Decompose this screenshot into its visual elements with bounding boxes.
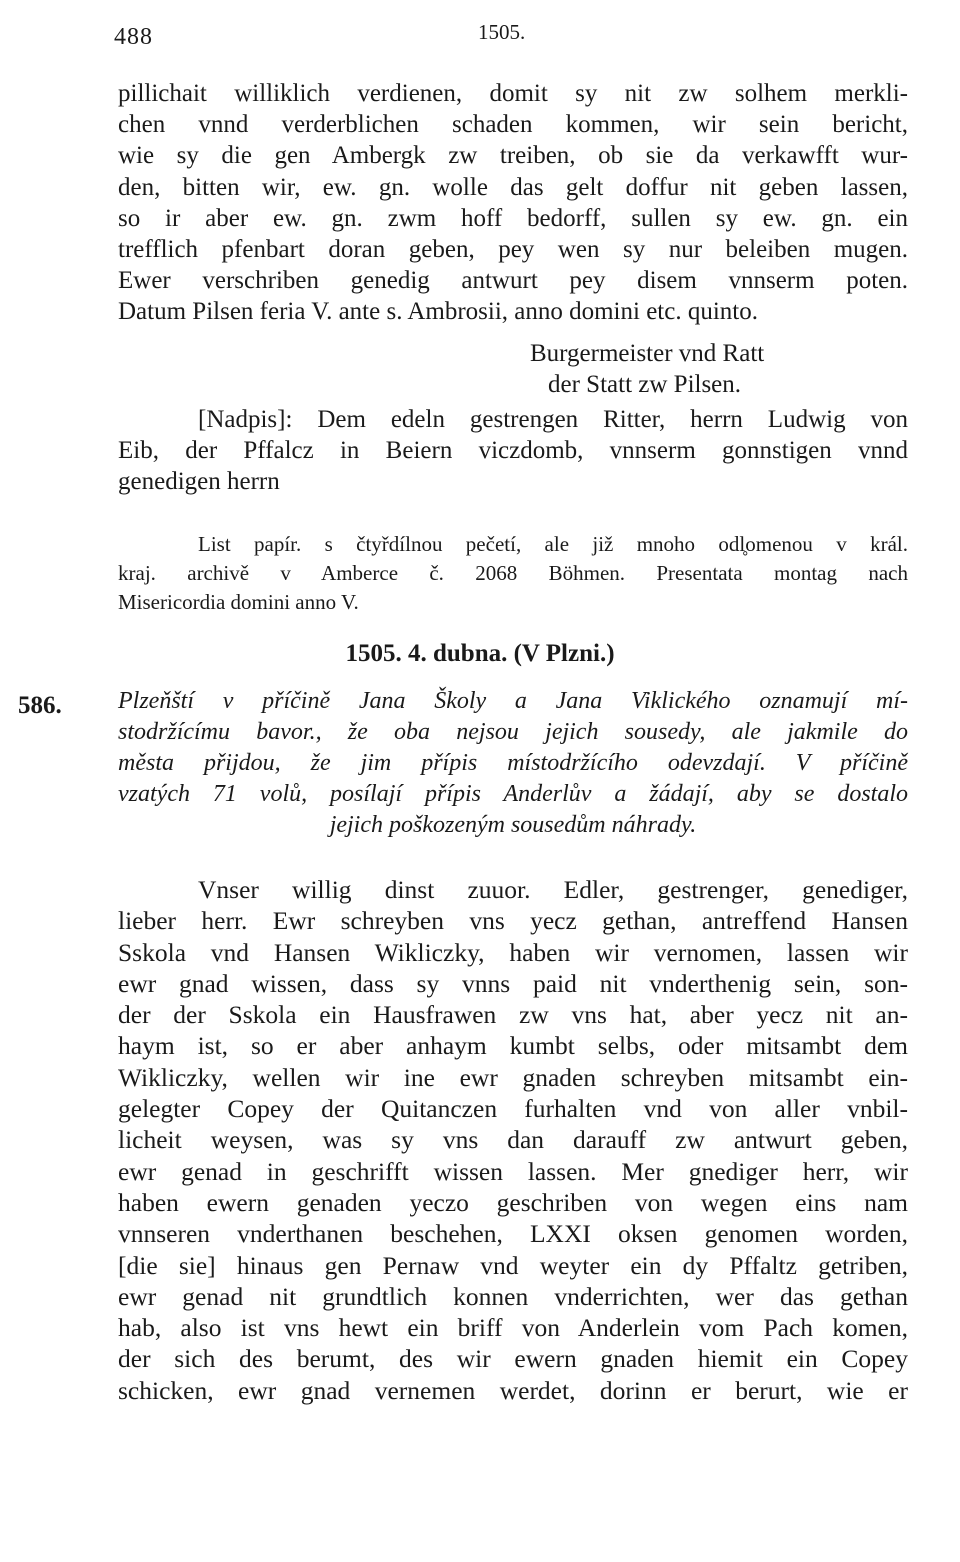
archival-note xyxy=(118,530,908,617)
text-line: Eib, der Pffalcz in Beiern viczdomb, vnnserm gonnstigen vnnd xyxy=(118,437,908,465)
running-header-year: 1505. xyxy=(478,20,526,44)
document-number: 586. xyxy=(18,692,62,719)
note-line: Misericordia domini anno V. xyxy=(118,590,359,614)
text-line: vnnseren vnderthanen beschehen, LXXI oksen genomen worden, xyxy=(118,1219,908,1249)
text-line: der sich des berumt, des wir ewern gnaden hiemit ein Copey xyxy=(118,1344,908,1374)
text-line: genedigen herrn xyxy=(118,468,280,496)
regest-summary xyxy=(118,686,908,841)
text-line: ewr genad in geschrifft wissen lassen. Mer gnediger herr, wir xyxy=(118,1156,908,1186)
text-line: schicken, ewr gnad vernemen werdet, dorinn er berurt, wie er xyxy=(118,1375,908,1405)
text-line: trefflich pfenbart doran geben, pey wen sy nur beleiben mugen. xyxy=(118,236,908,264)
text-line: der der Sskola ein Hausfrawen zw vns hat, aber yecz nit an- xyxy=(118,1000,908,1030)
text-line: ewr gnad wissen, dass sy vnns paid nit vnderthenig sein, son- xyxy=(118,968,908,998)
page-header xyxy=(0,18,960,58)
text-line: licheit weysen, was sy vns dan darauff zw antwurt geben, xyxy=(118,1125,908,1155)
text-line: wie sy die gen Ambergk zw treiben, ob sie da verkawfft wur- xyxy=(118,142,908,170)
text-line: haym ist, so er aber anhaym kumbt selbs, oder mitsambt dem xyxy=(118,1031,908,1061)
text-line: Vnser willig dinst zuuor. Edler, gestrenger, genediger, xyxy=(198,875,908,904)
text-line: Sskola vnd Hansen Wikliczky, haben wir vernomen, lassen wir xyxy=(118,937,908,967)
text-line: pillichait williklich verdienen, domit sy nit zw solhem merkli- xyxy=(118,80,908,107)
text-line: haben ewern genaden yeczo geschriben von wegen eins nam xyxy=(118,1187,908,1217)
text-line: Wikliczky, wellen wir ine ewr gnaden schreyben mitsambt ein- xyxy=(118,1062,908,1092)
regest-line: stodržícímu bavor., že oba nejsou jejich sousedy, ale jakmile do xyxy=(118,719,908,745)
signature-block xyxy=(530,338,910,400)
note-line: List papír. s čtyřdílnou pečetí, ale již mnoho odl̥omenou v král. xyxy=(198,532,908,556)
signature-line: der Statt zw Pilsen. xyxy=(548,371,742,398)
text-line: den, bitten wir, ew. gn. wolle das gelt doffur nit geben lassen, xyxy=(118,173,908,201)
letter-continuation-paragraph xyxy=(118,78,908,328)
text-line: Ewer verschriben genedig antwurt pey disem vnnserm poten. xyxy=(118,267,908,295)
regest-line: města přijdou, že jim přípis místodržícího odevzdají. V příčině xyxy=(118,750,908,776)
text-line: lieber herr. Ewr schreyben vns yecz gethan, antreffend Hansen xyxy=(118,906,908,936)
page-number: 488 xyxy=(114,24,153,50)
document-date-heading: 1505. 4. dubna. (V Plzni.) xyxy=(345,640,615,667)
note-line: kraj. archivě v Amberce č. 2068 Böhmen. Presentata montag nach xyxy=(118,561,908,585)
regest-line: vzatých 71 volů, posílají přípis Anderlův a žádají, aby se dostalo xyxy=(118,781,908,807)
text-line: hab, also ist vns hewt ein briff von Anderlein vom Pach komen, xyxy=(118,1313,908,1343)
letter-body-paragraph xyxy=(118,874,908,1406)
address-paragraph xyxy=(118,404,908,498)
text-line: Datum Pilsen feria V. ante s. Ambrosii, anno domini etc. quinto. xyxy=(118,298,758,326)
regest-line: jejich poškozeným sousedům náhrady. xyxy=(329,812,697,838)
text-line: so ir aber ew. gn. zwm hoff bedorff, sullen sy ew. gn. ein xyxy=(118,204,908,232)
signature-line: Burgermeister vnd Ratt xyxy=(530,340,765,367)
text-line: [Nadpis]: Dem edeln gestrengen Ritter, herrn Ludwig von xyxy=(198,406,908,433)
text-line: chen vnnd verderblichen schaden kommen, wir sein bericht, xyxy=(118,111,908,139)
text-line: [die sie] hinaus gen Pernaw vnd weyter ein dy Pffaltz getriben, xyxy=(118,1250,908,1280)
regest-line: Plzeňští v příčině Jana Školy a Jana Viklického oznamují mí- xyxy=(118,688,908,714)
text-line: ewr genad nit grundtlich konnen vnderrichten, wer das gethan xyxy=(118,1281,908,1311)
text-line: gelegter Copey der Quitanczen furhalten vnd von aller vnbil- xyxy=(118,1094,908,1124)
